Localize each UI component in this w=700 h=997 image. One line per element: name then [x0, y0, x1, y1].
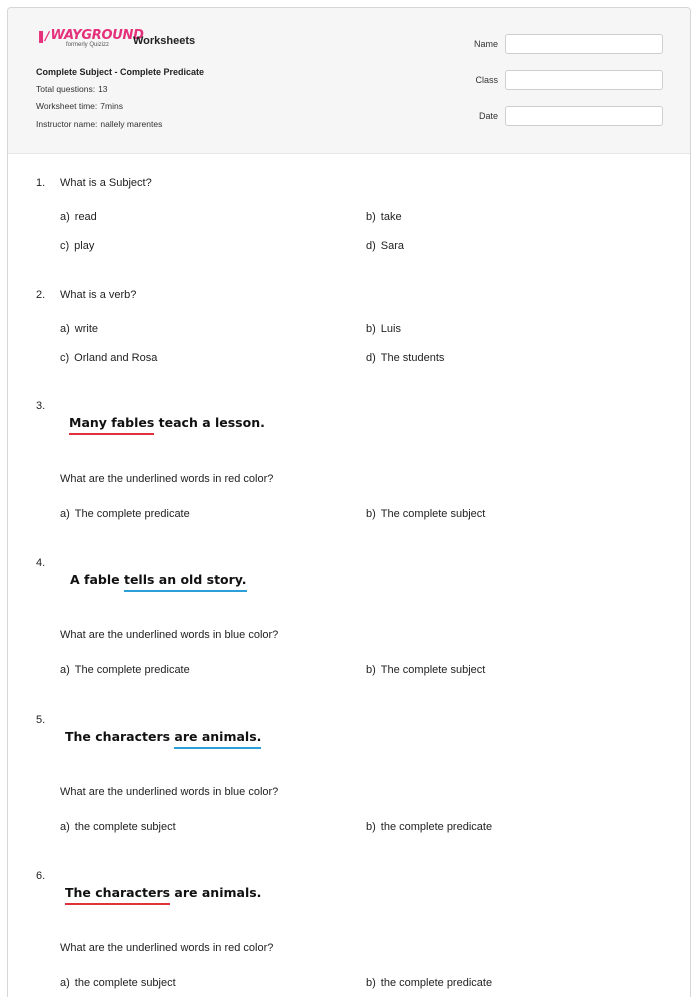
sentence-plain: teach a lesson.	[154, 415, 265, 430]
option-b[interactable]	[366, 508, 485, 520]
option-a[interactable]	[60, 508, 190, 520]
meta-key: Total questions:	[36, 84, 96, 94]
option-letter: a)	[60, 977, 70, 989]
worksheet-page	[7, 7, 691, 997]
option-text: Orland and Rosa	[74, 352, 158, 364]
option-text: The complete predicate	[74, 664, 190, 676]
option-text: read	[74, 211, 97, 223]
question-text: What are the underlined words in red color?	[60, 473, 274, 485]
question-sentence-image	[70, 572, 247, 587]
option-a[interactable]	[60, 821, 176, 833]
option-text: play	[74, 240, 95, 252]
question-text: What are the underlined words in red color?	[60, 942, 274, 954]
option-c[interactable]	[60, 352, 157, 364]
question-number: 2.	[36, 289, 46, 301]
worksheet-header	[8, 8, 690, 154]
option-text: Luis	[380, 323, 401, 335]
option-d[interactable]	[366, 352, 444, 364]
question-number: 3.	[36, 400, 46, 412]
option-letter: a)	[60, 508, 70, 520]
question-number: 4.	[36, 557, 46, 569]
option-letter: a)	[60, 211, 70, 223]
option-letter: b)	[366, 977, 376, 989]
option-b[interactable]	[366, 664, 485, 676]
meta-value: nallely marentes	[100, 119, 163, 129]
date-label: Date	[478, 111, 498, 121]
option-letter: d)	[366, 352, 376, 364]
option-d[interactable]	[366, 240, 404, 252]
worksheet-title: Complete Subject - Complete Predicate	[36, 67, 205, 77]
option-a[interactable]	[60, 664, 190, 676]
option-text: take	[380, 211, 402, 223]
question-number: 1.	[36, 177, 46, 189]
question-text: What are the underlined words in blue color?	[60, 629, 279, 641]
option-c[interactable]	[60, 240, 94, 252]
option-text: the complete subject	[74, 821, 176, 833]
option-text: The complete subject	[380, 664, 486, 676]
option-text: The complete predicate	[74, 508, 190, 520]
section-label: Worksheets	[133, 35, 196, 47]
question-text: What is a Subject?	[60, 177, 152, 189]
sentence-underlined-blue: tells an old story.	[124, 572, 247, 592]
option-letter: d)	[366, 240, 376, 252]
sentence-plain: The characters	[65, 729, 175, 744]
option-text: The students	[380, 352, 445, 364]
option-b[interactable]	[366, 211, 402, 223]
option-a[interactable]	[60, 323, 98, 335]
wayground-logo	[36, 28, 144, 48]
logo-brand-text: WAYGROUND	[50, 28, 144, 43]
meta-key: Instructor name:	[36, 119, 98, 129]
option-letter: b)	[366, 211, 376, 223]
option-letter: b)	[366, 821, 376, 833]
option-text: Sara	[380, 240, 405, 252]
question-sentence-image	[69, 415, 265, 430]
option-a[interactable]	[60, 977, 176, 989]
option-text: write	[74, 323, 99, 335]
meta-value: 7mins	[100, 101, 123, 111]
option-letter: c)	[60, 352, 70, 364]
logo-subtitle: formerly Quizizz	[66, 42, 110, 48]
option-text: the complete subject	[74, 977, 176, 989]
name-label: Name	[473, 39, 498, 49]
option-a[interactable]	[60, 211, 97, 223]
option-b[interactable]	[366, 821, 492, 833]
question-text: What are the underlined words in blue color?	[60, 786, 279, 798]
name-field[interactable]	[505, 34, 663, 54]
option-b[interactable]	[366, 323, 401, 335]
question-sentence-image	[65, 885, 261, 900]
option-letter: c)	[60, 240, 70, 252]
question-text: What is a verb?	[60, 289, 137, 301]
option-letter: b)	[366, 664, 376, 676]
date-field[interactable]	[505, 106, 663, 126]
sentence-underlined-red: Many fables	[69, 415, 154, 435]
question-sentence-image	[65, 729, 261, 744]
option-text: The complete subject	[380, 508, 486, 520]
logo-mark-icon: ❚∕	[36, 28, 49, 43]
option-letter: a)	[60, 323, 70, 335]
question-number: 6.	[36, 870, 46, 882]
option-b[interactable]	[366, 977, 492, 989]
sentence-plain: are animals.	[170, 885, 262, 900]
option-letter: a)	[60, 821, 70, 833]
meta-worksheet-time	[36, 101, 123, 111]
option-letter: b)	[366, 508, 376, 520]
meta-key: Worksheet time:	[36, 101, 98, 111]
question-number: 5.	[36, 714, 46, 726]
option-letter: b)	[366, 323, 376, 335]
option-text: the complete predicate	[380, 977, 493, 989]
sentence-underlined-blue: are animals.	[174, 729, 261, 749]
class-field[interactable]	[505, 70, 663, 90]
sentence-plain: A fable	[70, 572, 124, 587]
meta-total-questions	[36, 84, 108, 94]
meta-value: 13	[98, 84, 108, 94]
class-label: Class	[475, 75, 498, 85]
meta-instructor-name	[36, 119, 162, 129]
sentence-underlined-red: The characters	[65, 885, 170, 905]
option-letter: a)	[60, 664, 70, 676]
option-text: the complete predicate	[380, 821, 493, 833]
